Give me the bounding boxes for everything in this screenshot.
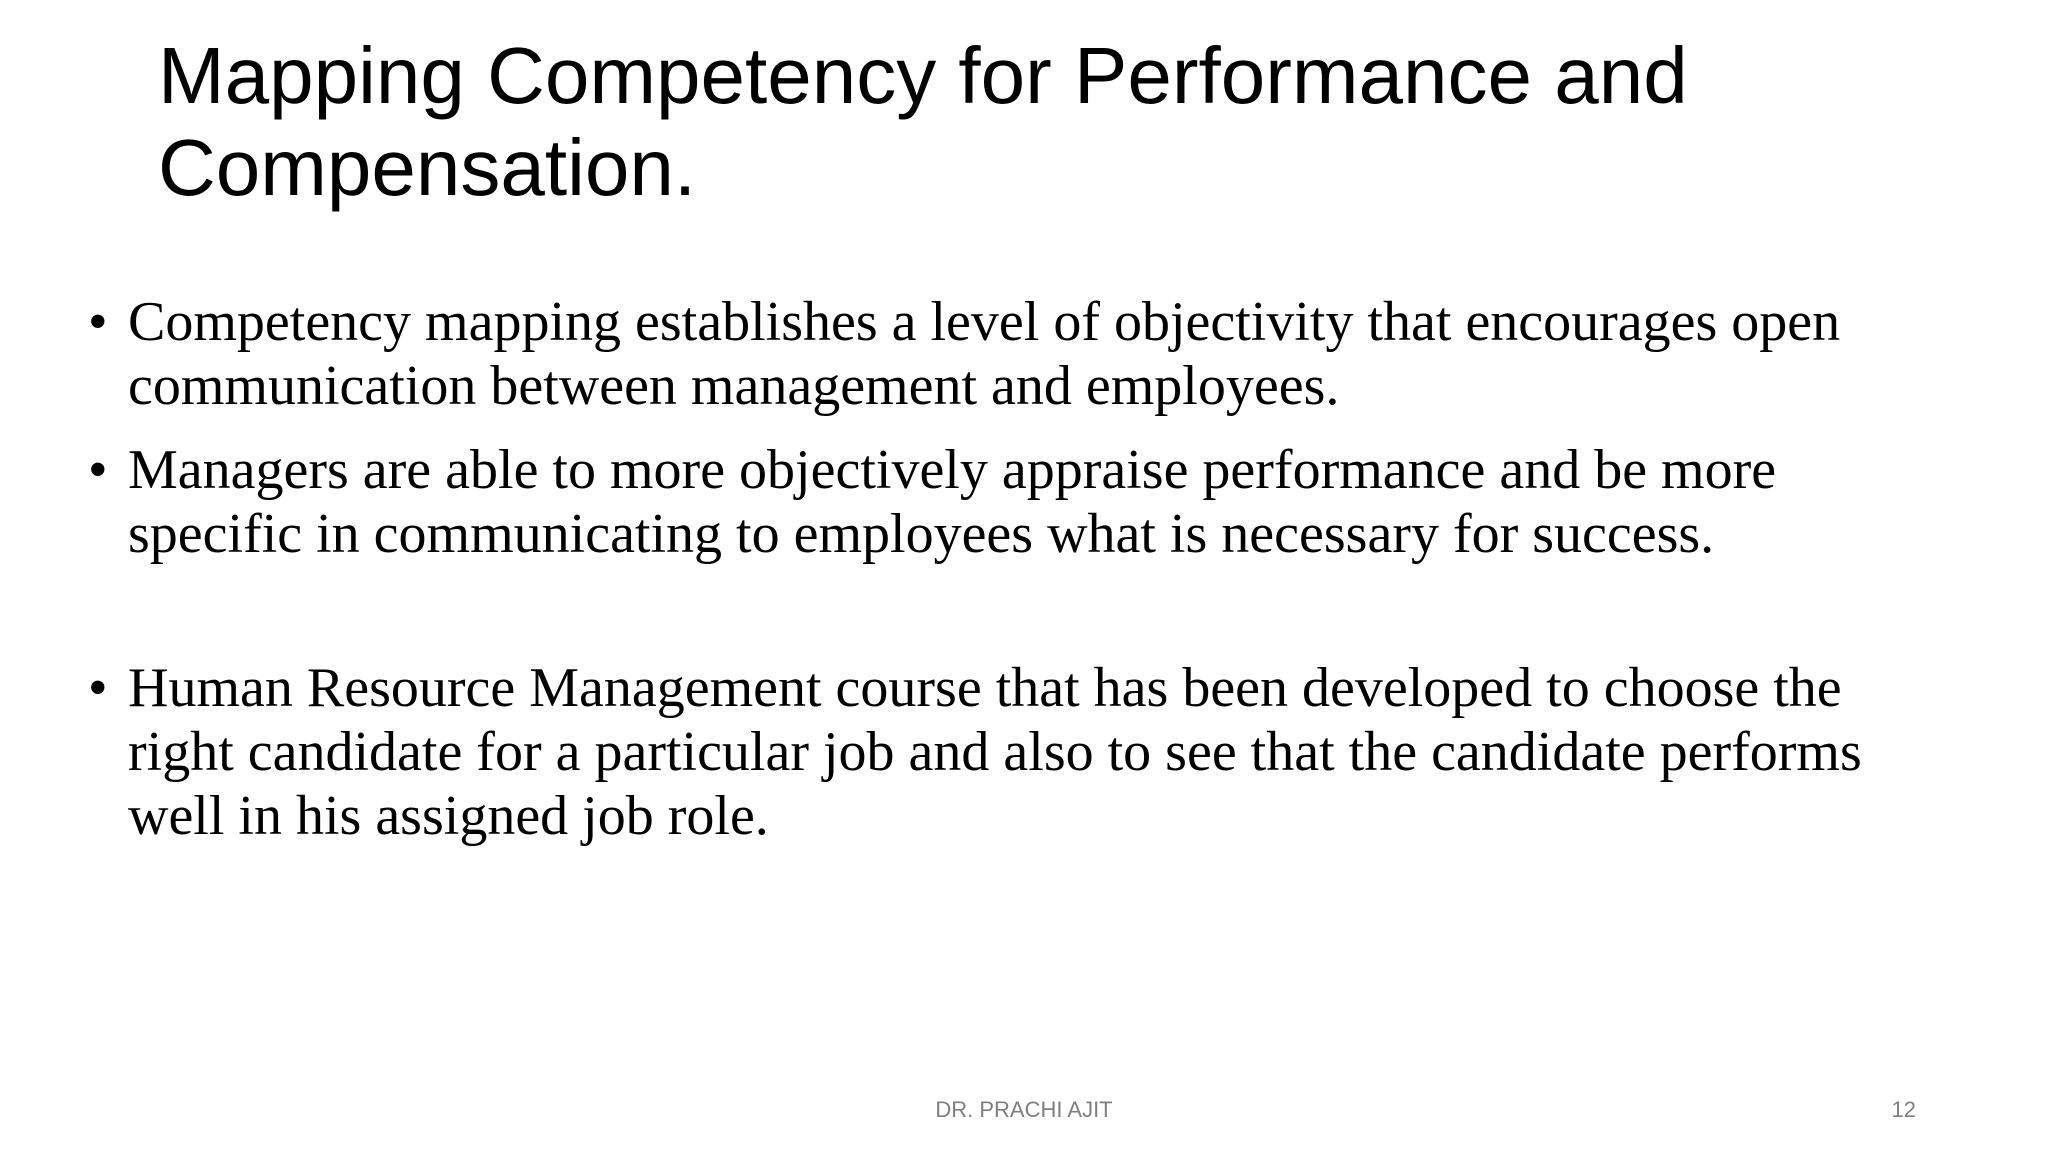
bullet-dot-icon: • <box>88 439 108 501</box>
bullet-text: Competency mapping establishes a level of objectivity that encourages open communication between management and employees. <box>128 291 1841 417</box>
bullet-list <box>88 290 1928 848</box>
bullet-item <box>88 438 1928 566</box>
bullet-text: Managers are able to more objectively appraise performance and be more specific in communicating to employees what is necessary for success. <box>128 439 1777 565</box>
bullet-dot-icon: • <box>88 657 108 719</box>
footer-author: DR. PRACHI AJIT <box>935 1097 1113 1122</box>
bullet-item <box>88 656 1928 848</box>
bullet-text: Human Resource Management course that has been developed to choose the right candidate for a particular job and also to see that the candidate performs well in his assigned job role. <box>128 657 1862 847</box>
bullet-item <box>88 290 1928 418</box>
page-number: 12 <box>1891 1097 1916 1122</box>
bullet-dot-icon: • <box>88 291 108 353</box>
slide-title: Mapping Competency for Performance and Compensation. <box>158 31 1688 212</box>
